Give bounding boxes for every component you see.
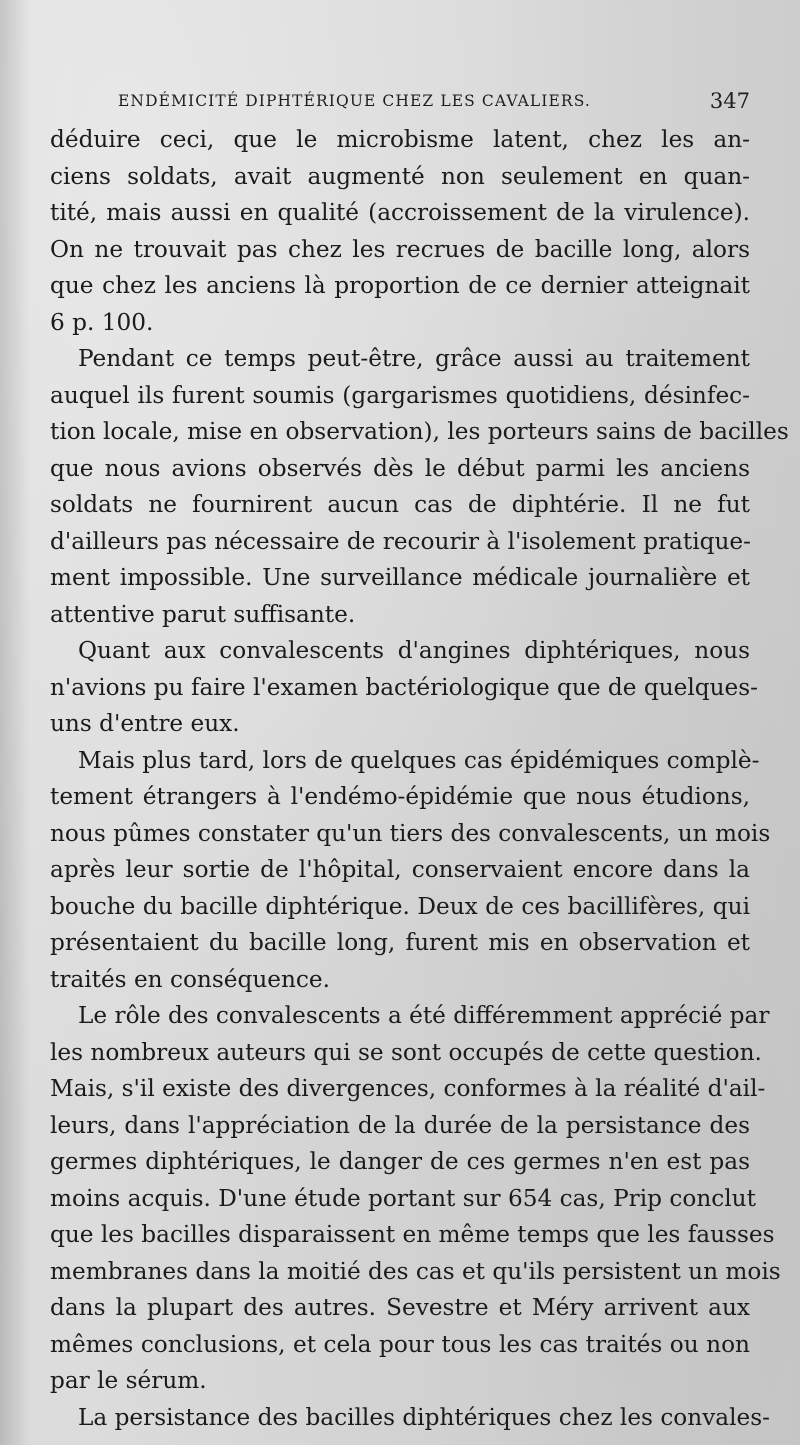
paragraph-first-line: Le rôle des convalescents a été différemment apprécié par: [78, 1002, 770, 1029]
text-line: leurs, dans l'appréciation de la durée de la persistance des: [50, 1111, 750, 1139]
page-number: 347: [709, 89, 750, 113]
text-line: dans la plupart des autres. Sevestre et Méry arrivent aux: [50, 1294, 750, 1321]
text-line: Mais, s'il existe des divergences, conformes à la réalité d'ail-: [50, 1075, 766, 1102]
text-line: d'ailleurs pas nécessaire de recourir à l'isolement pratique-: [50, 527, 751, 555]
text-line: que chez les anciens là proportion de ce dernier atteignait: [50, 272, 750, 299]
text-line: moins acquis. D'une étude portant sur 654 cas, Prip conclut: [50, 1184, 756, 1212]
text-line: uns d'entre eux.: [50, 710, 240, 737]
text-line: tement étrangers à l'endémo-épidémie que nous étudions,: [50, 783, 750, 810]
text-line: tité, mais aussi en qualité (accroissement de la virulence).: [50, 199, 750, 226]
text-line: 6 p. 100.: [50, 308, 154, 336]
text-line: n'avions pu faire l'examen bactériologique que de quelques-: [50, 673, 758, 701]
text-line: nous pûmes constater qu'un tiers des convalescents, un mois: [50, 819, 771, 847]
text-line: On ne trouvait pas chez les recrues de bacille long, alors: [50, 235, 750, 263]
paragraph-first-line: Quant aux convalescents d'angines diphtériques, nous: [78, 637, 750, 664]
text-line: bouche du bacille diphtérique. Deux de ces bacillifères, qui: [50, 892, 750, 920]
page-header: [118, 86, 750, 116]
text-line: traités en conséquence.: [50, 965, 330, 993]
page-binding-shadow: [0, 0, 30, 1445]
text-line: par le sérum.: [50, 1367, 207, 1394]
text-line: les nombreux auteurs qui se sont occupés de cette question.: [50, 1038, 762, 1066]
text-line: ment impossible. Une surveillance médicale journalière et: [50, 564, 750, 591]
text-line: membranes dans la moitié des cas et qu'ils persistent un mois: [50, 1257, 781, 1285]
running-head: ENDÉMICITÉ DIPHTÉRIQUE CHEZ LES CAVALIERS.: [118, 92, 591, 110]
text-line: que nous avions observés dès le début parmi les anciens: [50, 454, 750, 482]
text-line: mêmes conclusions, et cela pour tous les cas traités ou non: [50, 1330, 750, 1358]
text-line: germes diphtériques, le danger de ces germes n'en est pas: [50, 1148, 750, 1175]
text-line: soldats ne fournirent aucun cas de diphtérie. Il ne fut: [50, 491, 750, 518]
text-line: attentive parut suffisante.: [50, 600, 356, 628]
paragraph-first-line: Pendant ce temps peut-être, grâce aussi au traitement: [78, 345, 750, 372]
paragraph-first-line: La persistance des bacilles diphtériques chez les convales-: [78, 1403, 771, 1431]
text-line: déduire ceci, que le microbisme latent, chez les an-: [50, 126, 750, 153]
text-line: ciens soldats, avait augmenté non seulement en quan-: [50, 162, 750, 190]
body-text: [50, 122, 789, 1436]
paragraph-first-line: Mais plus tard, lors de quelques cas épidémiques complè-: [78, 746, 760, 774]
text-line: que les bacilles disparaissent en même temps que les fausses: [50, 1221, 775, 1248]
text-line: après leur sortie de l'hôpital, conservaient encore dans la: [50, 856, 750, 883]
text-line: auquel ils furent soumis (gargarismes quotidiens, désinfec-: [50, 381, 750, 409]
text-line: présentaient du bacille long, furent mis en observation et: [50, 929, 750, 956]
text-line: tion locale, mise en observation), les porteurs sains de bacilles: [50, 418, 789, 445]
